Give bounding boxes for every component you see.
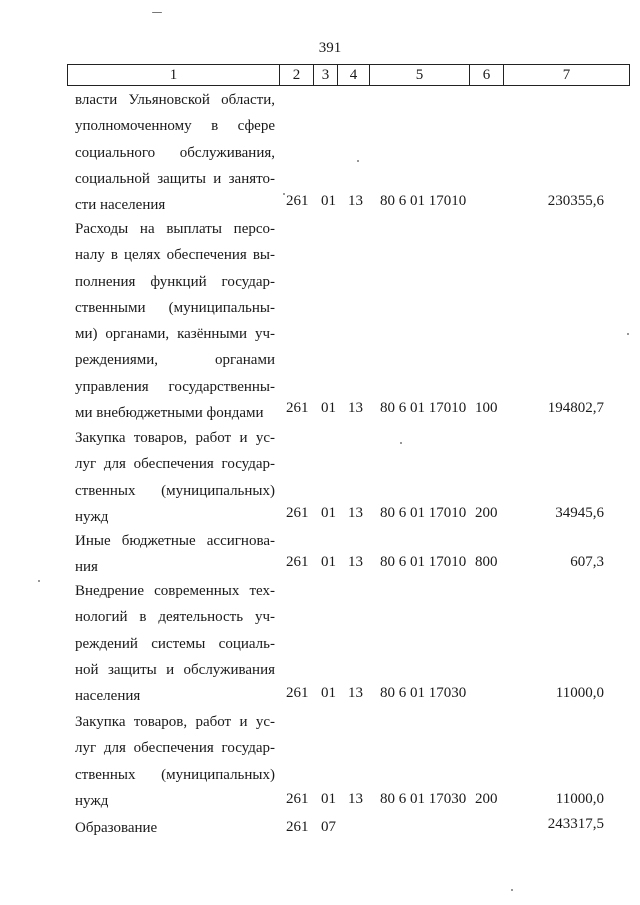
table-header: [67, 64, 630, 86]
page-number: 391: [318, 40, 342, 56]
scan-speck: [357, 160, 359, 162]
row-4-amount: 11000,0: [555, 685, 604, 701]
row-0-code-subsection: 13: [348, 193, 363, 209]
row-2-code-type: 200: [475, 505, 498, 521]
description-line: ной защиты и обслуживания: [75, 661, 275, 678]
row-2-amount: 34945,6: [555, 505, 604, 521]
row-2-code-section: 01: [321, 505, 336, 521]
row-4-code-admin: 261: [286, 685, 309, 701]
scan-speck: [627, 333, 629, 335]
row-5-code-section: 01: [321, 791, 336, 807]
row-5-code-subsection: 13: [348, 791, 363, 807]
description-line: ственных (муниципальных): [75, 766, 275, 783]
column-header-4: 4: [338, 65, 370, 85]
description-line: власти Ульяновской области,: [75, 92, 275, 108]
scan-speck: [152, 12, 162, 13]
description-line: нужд: [75, 508, 109, 525]
description-line: Иные бюджетные ассигнова-: [75, 533, 275, 549]
row-5-amount: 11000,0: [555, 791, 604, 807]
description-line: уполномоченному в сфере: [75, 118, 275, 135]
row-1-code-subsection: 13: [348, 400, 363, 416]
scan-speck: [38, 580, 40, 582]
description-line: населения: [75, 688, 141, 705]
row-6-description: [75, 815, 275, 841]
row-5-code-admin: 261: [286, 791, 309, 807]
row-5-code-target: 80 6 01 17030: [380, 791, 467, 807]
row-0-amount: 230355,6: [547, 193, 604, 209]
row-5-description: [75, 709, 275, 814]
row-3-code-subsection: 13: [348, 554, 363, 570]
description-line: Закупка товаров, работ и ус-: [75, 430, 275, 446]
description-line: ми внебюджетными фондами: [75, 405, 264, 422]
description-line: нужд: [75, 792, 109, 809]
row-6-amount: 243317,5: [547, 816, 604, 832]
row-1-description: [75, 216, 275, 426]
row-3-code-section: 01: [321, 554, 336, 570]
row-5-code-type: 200: [475, 791, 498, 807]
row-2-code-admin: 261: [286, 505, 309, 521]
description-line: полнения функций государ-: [75, 273, 275, 290]
row-4-code-target: 80 6 01 17030: [380, 685, 467, 701]
description-line: реждениями, органами: [75, 352, 275, 369]
description-line: налу в целях обеспечения вы-: [75, 247, 275, 264]
description-line: луг для обеспечения государ-: [75, 740, 275, 757]
row-1-code-type: 100: [475, 400, 498, 416]
row-3-code-target: 80 6 01 17010: [380, 554, 467, 570]
description-line: нологий в деятельность уч-: [75, 609, 275, 626]
description-line: ственных (муниципальных): [75, 482, 275, 499]
row-4-code-section: 01: [321, 685, 336, 701]
row-4-description: [75, 578, 275, 709]
description-line: ственными (муниципальны-: [75, 299, 275, 316]
scan-speck: [400, 442, 402, 444]
column-header-3: 3: [314, 65, 338, 85]
row-1-amount: 194802,7: [547, 400, 604, 416]
row-3-code-admin: 261: [286, 554, 309, 570]
row-0-description: [75, 87, 275, 218]
row-3-amount: 607,3: [570, 554, 604, 570]
row-2-code-subsection: 13: [348, 505, 363, 521]
description-line: луг для обеспечения государ-: [75, 456, 275, 473]
description-line: Расходы на выплаты персо-: [75, 221, 275, 237]
column-header-5: 5: [370, 65, 470, 85]
scan-speck: [283, 193, 285, 195]
column-header-6: 6: [470, 65, 504, 85]
row-2-code-target: 80 6 01 17010: [380, 505, 467, 521]
description-line: Внедрение современных тех-: [75, 583, 275, 599]
row-1-code-section: 01: [321, 400, 336, 416]
scan-speck: [511, 889, 513, 891]
row-6-code-admin: 261: [286, 819, 309, 835]
description-line: ми) органами, казёнными уч-: [75, 326, 275, 343]
description-line: ния: [75, 559, 98, 576]
column-header-7: 7: [562, 67, 571, 83]
row-4-code-subsection: 13: [348, 685, 363, 701]
description-line: управления государственны-: [75, 378, 275, 395]
row-3-description: [75, 528, 275, 581]
row-2-description: [75, 425, 275, 530]
description-line: Образование: [75, 820, 158, 836]
row-1-code-target: 80 6 01 17010: [380, 400, 467, 416]
description-line: реждений системы социаль-: [75, 635, 275, 652]
row-0-code-section: 01: [321, 193, 336, 209]
row-6-code-section: 07: [321, 819, 336, 835]
description-line: сти населения: [75, 197, 166, 214]
row-0-code-admin: 261: [286, 193, 309, 209]
row-3-code-type: 800: [475, 554, 498, 570]
column-header-2: 2: [280, 65, 314, 85]
description-line: Закупка товаров, работ и ус-: [75, 714, 275, 730]
row-0-code-target: 80 6 01 17010: [380, 193, 467, 209]
column-header-1: 1: [68, 65, 280, 85]
description-line: социального обслуживания,: [75, 144, 275, 161]
description-line: социальной защиты и занято-: [75, 170, 275, 187]
row-1-code-admin: 261: [286, 400, 309, 416]
